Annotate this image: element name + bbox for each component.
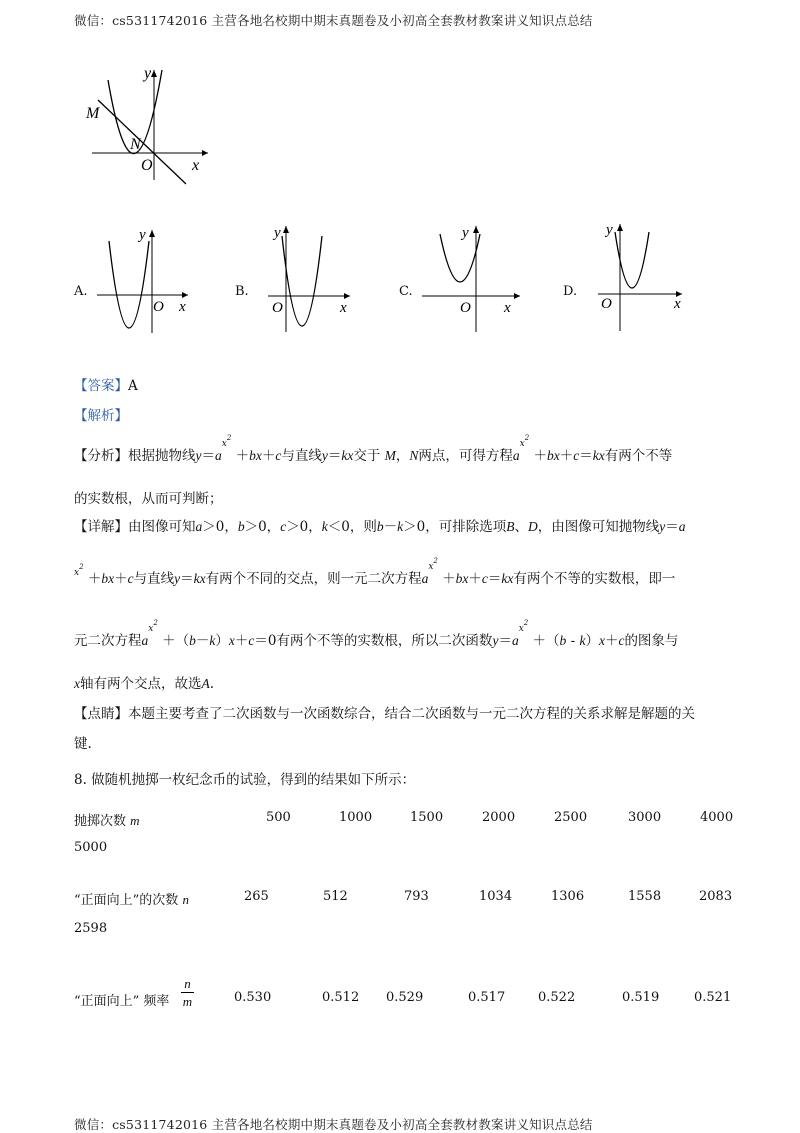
- row1-cell: 2500: [554, 810, 588, 825]
- analysis-tag: 【解析】: [74, 408, 128, 424]
- freq-numerator: n: [184, 976, 191, 991]
- dianjing-text-1: 本题主要考查了二次函数与一次函数综合，结合二次函数与一元二次方程的关系求解是解题的关: [128, 706, 695, 722]
- option-d-x-label: x: [674, 296, 681, 312]
- row2-cell: 1558: [628, 889, 662, 904]
- row1-wrap-value: 5000: [74, 840, 108, 855]
- row3-cell: 0.529: [386, 990, 424, 1005]
- option-b-x-label: x: [340, 300, 347, 316]
- xiangjie-text-2c: 有两个不等的实数根，即一: [513, 571, 676, 587]
- main-y-label: y: [144, 65, 152, 82]
- option-a-graph: [95, 225, 195, 335]
- fenxi-line-1: 【分析】根据抛物线$y=a^{x2} +bx+c$与直线y＝kx交于 M，N两点，可得方程$a^{x2} +bx+c=kx$有两个不等: [74, 434, 673, 464]
- option-b-y-label: y: [274, 225, 281, 241]
- option-c-x-label: x: [504, 300, 511, 316]
- row2-cell: 265: [244, 889, 269, 904]
- fenxi-text-1: 根据抛物线: [128, 448, 196, 464]
- fenxi-text-5: 有两个不等: [604, 448, 673, 464]
- fenxi-text-2: 与直线: [281, 448, 322, 464]
- row1-cell: 500: [266, 810, 291, 825]
- row3-cell: 0.519: [622, 990, 660, 1005]
- option-d-o-label: O: [601, 296, 612, 312]
- row1-cell: 2000: [482, 810, 516, 825]
- xiangjie-text-1c: ，可排除选项: [425, 519, 507, 535]
- xiangjie-text-3b: 有两个不等的实数根，所以二次函数: [276, 633, 493, 649]
- freq-denominator: m: [182, 994, 193, 1009]
- row2-cell: 1306: [551, 889, 585, 904]
- row3-cell: 0.521: [694, 990, 732, 1005]
- option-c-o-label: O: [460, 300, 471, 316]
- row2-wrap-value: 2598: [74, 921, 108, 936]
- xiangjie-text-1: 由图像可知: [128, 519, 196, 535]
- main-N-label: N: [130, 136, 141, 153]
- q8-stem: 8. 做随机抛掷一枚纪念币的试验，得到的结果如下所示：: [74, 772, 416, 788]
- option-a-x-label: x: [179, 299, 186, 315]
- xiangjie-text-2b: 有两个不同的交点，则一元二次方程: [205, 571, 422, 587]
- row1-label: 抛掷次数 m: [74, 813, 140, 829]
- dianjing-tag: 【点睛】: [74, 706, 128, 722]
- analysis-line: [74, 404, 128, 424]
- row3-cell: 0.522: [538, 990, 576, 1005]
- row2-cell: 793: [404, 889, 429, 904]
- dianjing-line-1: [74, 702, 695, 722]
- option-c-y-label: y: [462, 225, 469, 241]
- option-a-o-label: O: [153, 299, 164, 315]
- row2-cell: 512: [323, 889, 348, 904]
- row1-cell: 1500: [410, 810, 444, 825]
- row3-label: “正面向上” 频率: [74, 994, 170, 1009]
- answer-tag: 【答案】: [74, 378, 128, 394]
- main-figure: [84, 62, 214, 182]
- fenxi-text-4: 两点，可得方程: [418, 448, 513, 464]
- xiangjie-text-3a: 元二次方程: [74, 633, 142, 649]
- answer-value: A: [128, 378, 138, 394]
- xiangjie-line-1: 【详解】由图像可知a＞0，b＞0，c＞0，k＜0，则b－k＞0，可排除选项B、D，由图像可知抛物线y＝a: [74, 519, 686, 535]
- main-M-label: M: [86, 105, 100, 122]
- page-footer: 微信：cs5311742016 主营各地名校期中期末真题卷及小初高全套教材教案讲义知识点总结: [74, 1117, 593, 1132]
- answer-line: [74, 374, 138, 394]
- xiangjie-tag: 【详解】: [74, 519, 128, 535]
- xiangjie-line-3: 元二次方程$a^{x2} +(b-k)x+c=0$有两个不等的实数根，所以二次函数$y=a^{x2} +(b - k)x+c$的图象与: [74, 619, 679, 649]
- option-b-o-label: O: [272, 300, 283, 316]
- fenxi-tag: 【分析】: [74, 448, 128, 464]
- row2-cell: 2083: [699, 889, 733, 904]
- xiangjie-text-3c: 的图象与: [624, 633, 679, 649]
- option-b-graph: [266, 220, 356, 335]
- main-O-label: O: [141, 157, 153, 174]
- xiangjie-text-4: 轴有两个交点，故选: [80, 676, 202, 692]
- option-c-label: C.: [399, 284, 413, 299]
- option-a-y-label: y: [139, 227, 146, 243]
- option-a-label: A.: [74, 284, 88, 299]
- freq-fraction: [181, 976, 194, 1009]
- xiangjie-text-1b: ，则: [349, 519, 377, 535]
- xiangjie-line-4: x轴有两个交点，故选A.: [74, 676, 215, 692]
- page-header: 微信：cs5311742016 主营各地名校期中期末真题卷及小初高全套教材教案讲义知识点总结: [74, 13, 593, 28]
- option-d-y-label: y: [606, 222, 613, 238]
- option-d-label: D.: [563, 284, 578, 299]
- xiangjie-text-2a: 与直线: [133, 571, 175, 587]
- option-d-graph: [596, 218, 691, 333]
- main-x-label: x: [192, 157, 200, 174]
- row3-cell: 0.517: [468, 990, 506, 1005]
- row2-cell: 1034: [479, 889, 513, 904]
- fenxi-line-2: 的实数根，从而可判断；: [74, 491, 223, 507]
- row2-label: “正面向上”的次数 n: [74, 892, 189, 908]
- xiangjie-text-1d: ，由图像可知抛物线: [537, 519, 660, 535]
- row3-cell: 0.512: [322, 990, 360, 1005]
- dianjing-line-2: 键.: [74, 736, 92, 752]
- option-c-graph: [420, 220, 530, 335]
- row3-cell: 0.530: [234, 990, 272, 1005]
- xiangjie-line-2: $^{x2}$ ＋bx＋c与直线y＝kx有两个不同的交点，则一元二次方程$a^{x2} +bx+c=kx$有两个不等的实数根，即一: [74, 557, 676, 587]
- row1-cell: 4000: [700, 810, 734, 825]
- fenxi-text-3: 交于: [353, 448, 381, 464]
- row1-cell: 3000: [628, 810, 662, 825]
- option-b-label: B.: [235, 284, 249, 299]
- row1-cell: 1000: [339, 810, 373, 825]
